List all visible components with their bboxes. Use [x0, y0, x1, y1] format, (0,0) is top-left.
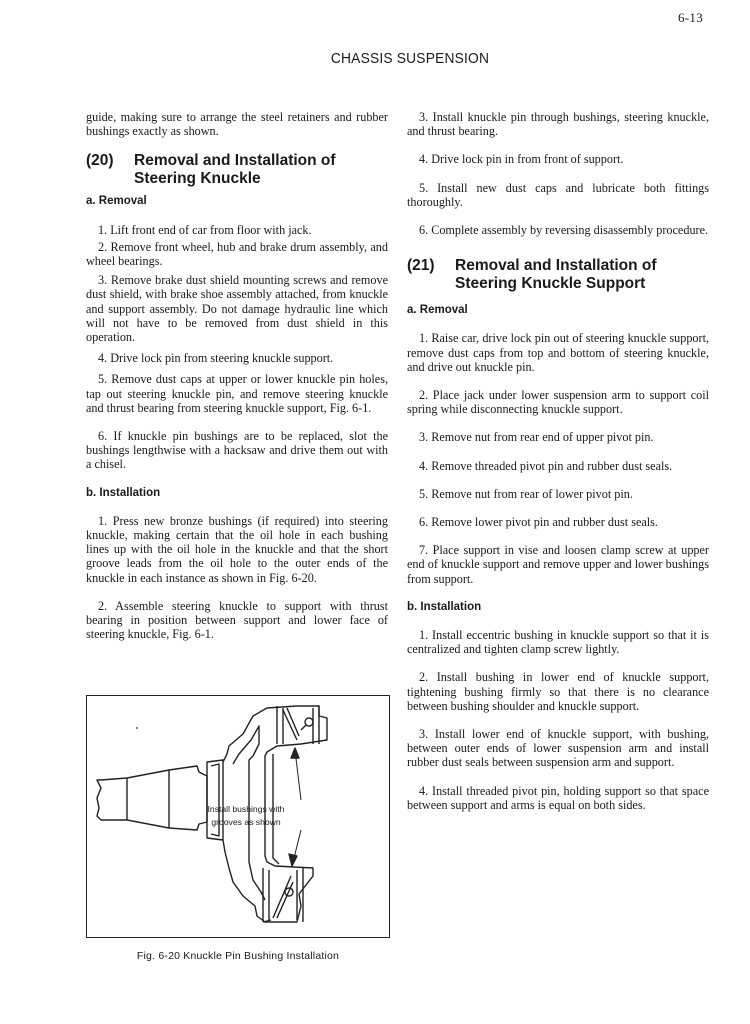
page-number: 6-13	[678, 10, 704, 25]
figure-caption: Fig. 6-20 Knuckle Pin Bushing Installation	[136, 950, 340, 962]
step: 5. Remove dust caps at upper or lower knuckle pin holes, tap out steering knuckle pin, and remove steering knuckle and thrust bearing from steering knuckle support, Fig. 6-1.	[86, 372, 388, 415]
step: 1. Press new bronze bushings (if required) into steering knuckle, making certain that the oil hole in each bushing lines up with the oil hole in the knuckle and that the short groove leads from the oil hole to the outer ends of the knuckle in each instance as shown in Fig. 6-20.	[86, 513, 388, 585]
step: 4. Install threaded pivot pin, holding support so that space between support and arms is equal on both sides.	[407, 783, 709, 812]
installation-subheading: b. Installation	[86, 486, 161, 499]
section-21-title: Removal and Installation of Steering Knuckle Support	[455, 257, 657, 293]
section-20-number: (20)	[86, 152, 114, 170]
step: 3. Remove nut from rear end of upper pivot pin.	[419, 430, 654, 445]
step: 2. Assemble steering knuckle to support with thrust bearing in position between support and lower face of steering knuckle, Fig. 6-1.	[86, 598, 388, 642]
step: 5. Remove nut from rear of lower pivot pin.	[419, 486, 633, 501]
step: 2. Install bushing in lower end of knuckle support, tightening bushing firmly so that there is no clearance between bushing shoulder and knuckle support.	[407, 670, 709, 713]
step: 6. Remove lower pivot pin and rubber dust seals.	[419, 515, 658, 530]
step: 4. Drive lock pin from steering knuckle support.	[98, 351, 334, 366]
step: 2. Place jack under lower suspension arm to support coil spring while disconnecting knuckle support.	[407, 388, 709, 417]
section-20-title: Removal and Installation of Steering Knuckle	[134, 152, 336, 188]
step: 1. Lift front end of car from floor with jack.	[98, 222, 312, 237]
step: 2. Remove front wheel, hub and brake drum assembly, and wheel bearings.	[86, 239, 388, 269]
right-column	[407, 110, 709, 812]
figure-callout-label: Install bushings with grooves as shown	[207, 804, 285, 827]
step: 1. Install eccentric bushing in knuckle support so that it is centralized and tighten clamp screw lightly.	[407, 628, 709, 657]
step: 4. Drive lock pin in from front of support.	[419, 152, 624, 167]
intro-paragraph: guide, making sure to arrange the steel retainers and rubber bushings exactly as shown.	[86, 110, 388, 139]
step: 3. Remove brake dust shield mounting screws and remove dust shield, with brake shoe assembly attached, from knuckle and support assembly. Do not damage hydraulic line which will not have to be removed from dust shield in this operation.	[86, 273, 388, 345]
step: 3. Install knuckle pin through bushings, steering knuckle, and thrust bearing.	[407, 110, 709, 139]
section-20-heading	[86, 152, 388, 188]
step: 7. Place support in vise and loosen clamp screw at upper end of knuckle support and remove upper and lower bushings from support.	[407, 543, 709, 586]
removal-subheading: a. Removal	[407, 304, 468, 317]
installation-subheading: b. Installation	[407, 600, 482, 613]
step: 6. If knuckle pin bushings are to be replaced, slot the bushings lengthwise with a hacksaw and drive them out with a chisel.	[86, 429, 388, 472]
step: 4. Remove threaded pivot pin and rubber dust seals.	[419, 458, 673, 473]
section-21-heading	[407, 257, 709, 293]
page-title: CHASSIS SUSPENSION	[330, 50, 490, 67]
section-21-number: (21)	[407, 257, 435, 275]
step: 1. Raise car, drive lock pin out of steering knuckle support, remove dust caps from top and bottom of steering knuckle, and drive out knuckle pin.	[407, 331, 709, 374]
step: 3. Install lower end of knuckle support, with bushing, between outer ends of lower suspension arm and install rubber dust seals between suspension arm and support.	[407, 727, 709, 770]
left-column	[86, 110, 388, 641]
step: 6. Complete assembly by reversing disassembly procedure.	[419, 223, 709, 238]
step: 5. Install new dust caps and lubricate both fittings thoroughly.	[407, 180, 709, 209]
removal-subheading: a. Removal	[86, 195, 147, 208]
